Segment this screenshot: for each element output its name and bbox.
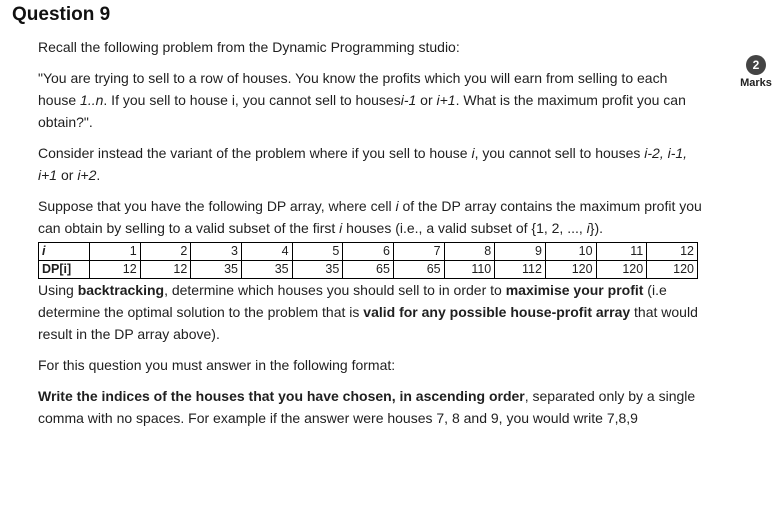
- index-cell: 1: [90, 243, 141, 261]
- dp-cell: 35: [191, 261, 242, 279]
- backtracking-paragraph: Using backtracking, determine which houses you should sell to in order to maximise your profit (i.e determine the optimal solution to the problem that is valid for any possible house-profit array that would result in the DP array above).: [38, 282, 698, 342]
- index-cell: 12: [647, 243, 698, 261]
- dp-cell: 110: [444, 261, 495, 279]
- dp-table: [38, 242, 698, 279]
- dp-row-header: DP[i]: [39, 261, 90, 279]
- index-row: [39, 243, 698, 261]
- dp-cell: 12: [140, 261, 191, 279]
- index-cell: 11: [596, 243, 647, 261]
- index-cell: 10: [545, 243, 596, 261]
- marks-label: Marks: [740, 77, 772, 89]
- intro-paragraph: Recall the following problem from the Dynamic Programming studio:: [38, 39, 460, 55]
- index-row-header: i: [39, 243, 90, 261]
- dp-description: Suppose that you have the following DP array, where cell i of the DP array contains the maximum profit you can obtain by selling to a valid subset of the first i houses (i.e., a valid subset of {1, 2, ..., i}).: [38, 198, 702, 236]
- marks-value: 2: [746, 55, 766, 75]
- index-cell: 8: [444, 243, 495, 261]
- index-cell: 2: [140, 243, 191, 261]
- dp-cell: 120: [545, 261, 596, 279]
- dp-cell: 12: [90, 261, 141, 279]
- dp-cell: 112: [495, 261, 546, 279]
- index-cell: 3: [191, 243, 242, 261]
- dp-cell: 120: [596, 261, 647, 279]
- problem-quote: "You are trying to sell to a row of houses. You know the profits which you will earn from selling to each house 1..n. If you sell to house i, you cannot sell to housesi-1 or i+1. What is the maximum profit you can obtain?".: [38, 70, 686, 130]
- index-cell: 7: [393, 243, 444, 261]
- dp-cell: 65: [343, 261, 394, 279]
- format-paragraph: For this question you must answer in the following format:: [38, 357, 396, 373]
- dp-row: [39, 261, 698, 279]
- instructions-paragraph: Write the indices of the houses that you have chosen, in ascending order, separated only by a single comma with no spaces. For example if the answer were houses 7, 8 and 9, you would write 7,8,9: [38, 388, 696, 426]
- index-cell: 9: [495, 243, 546, 261]
- dp-cell: 35: [241, 261, 292, 279]
- index-cell: 5: [292, 243, 343, 261]
- question-body: [38, 36, 704, 438]
- dp-cell: 120: [647, 261, 698, 279]
- index-cell: 6: [343, 243, 394, 261]
- question-title: Question 9: [12, 4, 111, 25]
- marks-indicator: [734, 55, 778, 89]
- variant-paragraph: Consider instead the variant of the problem where if you sell to house i, you cannot sell to houses i-2, i-1, i+1 or i+2.: [38, 145, 688, 183]
- index-cell: 4: [241, 243, 292, 261]
- dp-cell: 35: [292, 261, 343, 279]
- dp-cell: 65: [393, 261, 444, 279]
